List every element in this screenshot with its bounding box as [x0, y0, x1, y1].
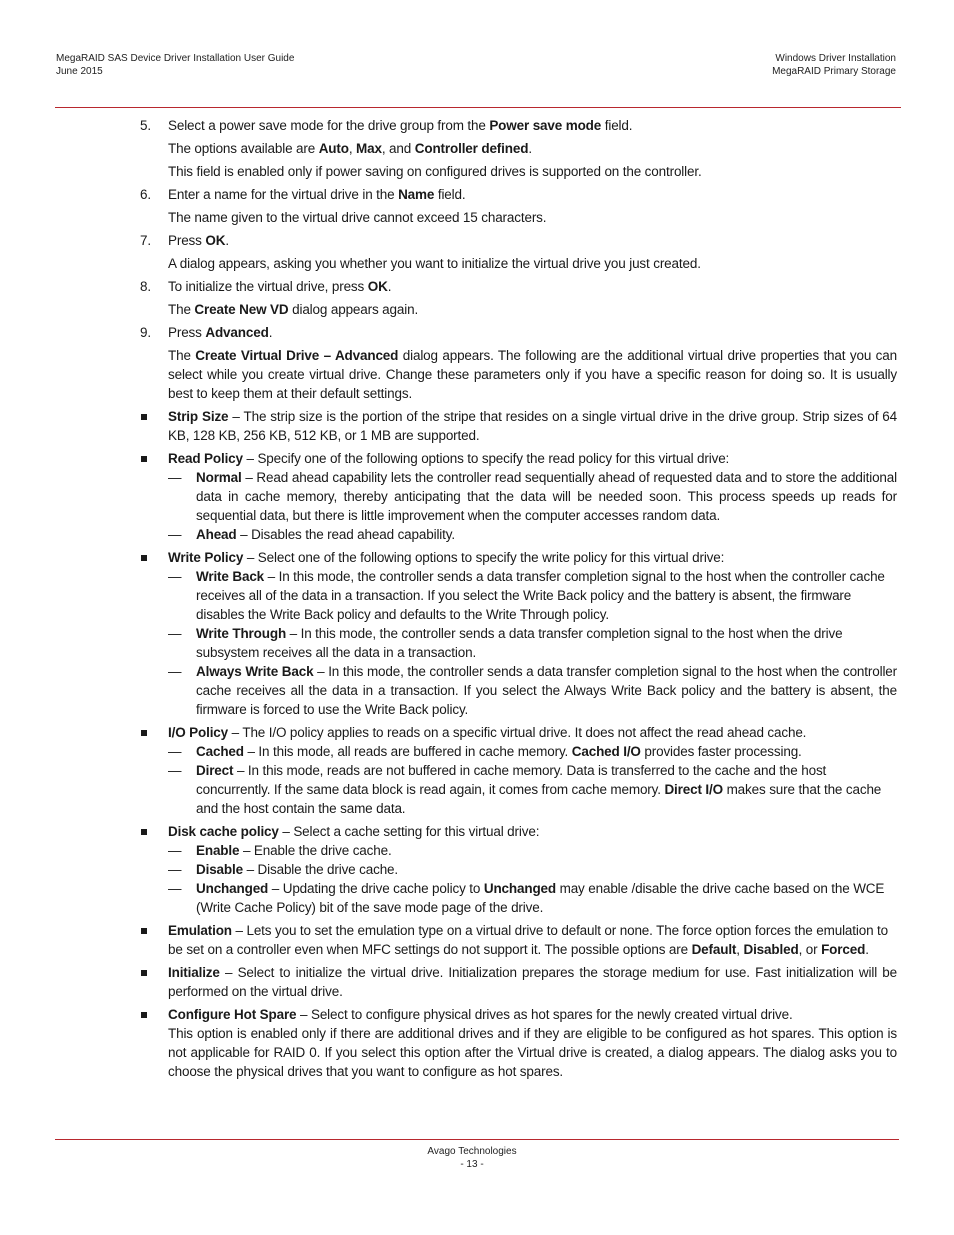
- step-7: 7. Press OK. A dialog appears, asking you whether you want to initialize the virtual drive you just created.: [140, 231, 897, 273]
- section-title: MegaRAID Primary Storage: [772, 65, 896, 77]
- sub-cached: — Cached – In this mode, all reads are buffered in cache memory. Cached I/O provides faster processing.: [168, 744, 802, 759]
- chapter-title: Windows Driver Installation: [775, 53, 896, 64]
- bullet-square-icon: [141, 730, 147, 736]
- header-left: [56, 53, 294, 78]
- step-5: 5. Select a power save mode for the drive group from the Power save mode field. The options available are Auto, Max, and Controller defined. This field is enabled only if power saving on configured drives is supported on the controller.: [140, 116, 897, 181]
- bullet-square-icon: [141, 928, 147, 934]
- dash-marker: —: [168, 527, 182, 542]
- step-9: 9. Press Advanced. The Create Virtual Drive – Advanced dialog appears. The following are the additional virtual drive properties that you can select while you create virtual drive. Change these parameters only if you have a specific reason for doing so. It is usually best to keep them at their default settings.: [140, 325, 897, 401]
- hot-spare-note: This option is enabled only if there are additional drives and if they are eligible to be configured as hot spares. This option is not applicable for RAID 0. If you select this option after the Virtual drive is created, a dialog appears. The dialog asks you to choose the physical drives that you want to configure as hot spares.: [168, 1026, 897, 1079]
- bullet-square-icon: [141, 829, 147, 835]
- step-note: A dialog appears, asking you whether you want to initialize the virtual drive you just created.: [168, 256, 701, 271]
- bullet-square-icon: [141, 555, 147, 561]
- dash-marker: —: [168, 470, 182, 485]
- dash-marker: —: [168, 569, 182, 584]
- step-number: 8.: [140, 279, 151, 294]
- sub-write-back: — Write Back – In this mode, the controller sends a data transfer completion signal to the host when the controller cache receives all of the data in a transaction. If you select the Write Back policy and the battery is absent, the firmware disables the Write Back policy and defaults to the Write Through policy.: [168, 569, 885, 622]
- footer-divider: [55, 1139, 899, 1140]
- bullet-configure-hot-spare: Configure Hot Spare – Select to configure physical drives as hot spares for the newly created virtual drive.: [140, 1005, 897, 1024]
- bullet-initialize: Initialize – Select to initialize the virtual drive. Initialization prepares the storage medium for use. Fast initialization will be performed on the virtual drive.: [140, 963, 897, 1001]
- sub-normal: — Normal – Read ahead capability lets the controller read sequentially ahead of requested data and to store the additional data in cache memory, thereby anticipating that the data will be needed soon. This process speeds up reads for sequential data, but there is little improvement when the computer accesses random data.: [168, 470, 897, 523]
- sub-ahead: — Ahead – Disables the read ahead capability.: [168, 527, 455, 542]
- bullet-read-policy: Read Policy – Specify one of the following options to specify the read policy for this virtual drive:: [140, 449, 897, 468]
- dash-marker: —: [168, 626, 182, 641]
- bullet-write-policy: Write Policy – Select one of the following options to specify the write policy for this virtual drive:: [140, 548, 897, 567]
- step-note: The name given to the virtual drive cannot exceed 15 characters.: [168, 210, 547, 225]
- step-number: 9.: [140, 325, 151, 340]
- step-6: 6. Enter a name for the virtual drive in the Name field. The name given to the virtual drive cannot exceed 15 characters.: [140, 185, 897, 227]
- bullet-square-icon: [141, 414, 147, 420]
- page-number: - 13 -: [460, 1158, 484, 1170]
- step-number: 7.: [140, 233, 151, 248]
- dash-marker: —: [168, 881, 182, 896]
- bullet-io-policy: I/O Policy – The I/O policy applies to reads on a specific virtual drive. It does not affect the read ahead cache.: [140, 723, 897, 742]
- step-number: 6.: [140, 187, 151, 202]
- dash-marker: —: [168, 763, 182, 778]
- dash-marker: —: [168, 744, 182, 759]
- step-number: 5.: [140, 118, 151, 133]
- header-right: [772, 53, 896, 78]
- dash-marker: —: [168, 664, 182, 679]
- header-divider: [55, 107, 901, 108]
- document-title: MegaRAID SAS Device Driver Installation User Guide: [56, 53, 295, 64]
- sub-always-write-back: — Always Write Back – In this mode, the controller sends a data transfer completion signal to the host when the controller cache receives all the data in a transaction. If you select the Always Write Back policy and the battery is absent, the firmware is forced to use the Write Back policy.: [168, 664, 897, 717]
- dash-marker: —: [168, 843, 182, 858]
- page-content: [140, 116, 897, 1081]
- bullet-disk-cache-policy: Disk cache policy – Select a cache setting for this virtual drive:: [140, 822, 897, 841]
- sub-disable: — Disable – Disable the drive cache.: [168, 862, 399, 877]
- sub-direct: — Direct – In this mode, reads are not buffered in cache memory. Data is transferred to the cache and the host concurrently. If the same data block is read again, it comes from cache memory. Direct I/O makes sure that the cache and the host contain the same data.: [168, 763, 882, 816]
- sub-enable: — Enable – Enable the drive cache.: [168, 843, 392, 858]
- step-8: 8. To initialize the virtual drive, press OK. The Create New VD dialog appears again.: [140, 279, 419, 317]
- footer-company: Avago Technologies: [427, 1146, 517, 1157]
- bullet-emulation: Emulation – Lets you to set the emulation type on a virtual drive to default or none. The force option forces the emulation to be set on a controller even when MFC settings do not support it. The possible options are Default, Disabled, or Forced.: [140, 921, 897, 959]
- footer: [0, 1146, 944, 1171]
- bullet-square-icon: [141, 456, 147, 462]
- bullet-square-icon: [141, 1012, 147, 1018]
- bullet-square-icon: [141, 970, 147, 976]
- step-note: This field is enabled only if power saving on configured drives is supported on the controller.: [168, 164, 702, 179]
- document-date: June 2015: [56, 65, 103, 77]
- sub-write-through: — Write Through – In this mode, the controller sends a data transfer completion signal to the host when the drive subsystem receives all the data in a transaction.: [168, 626, 843, 660]
- bullet-strip-size: Strip Size – The strip size is the portion of the stripe that resides on a single virtual drive in the drive group. Strip sizes of 64 KB, 128 KB, 256 KB, 512 KB, or 1 MB are supported.: [140, 407, 897, 445]
- dash-marker: —: [168, 862, 182, 877]
- sub-unchanged: — Unchanged – Updating the drive cache policy to Unchanged may enable /disable the drive cache based on the WCE (Write Cache Policy) bit of the save mode page of the drive.: [168, 881, 885, 915]
